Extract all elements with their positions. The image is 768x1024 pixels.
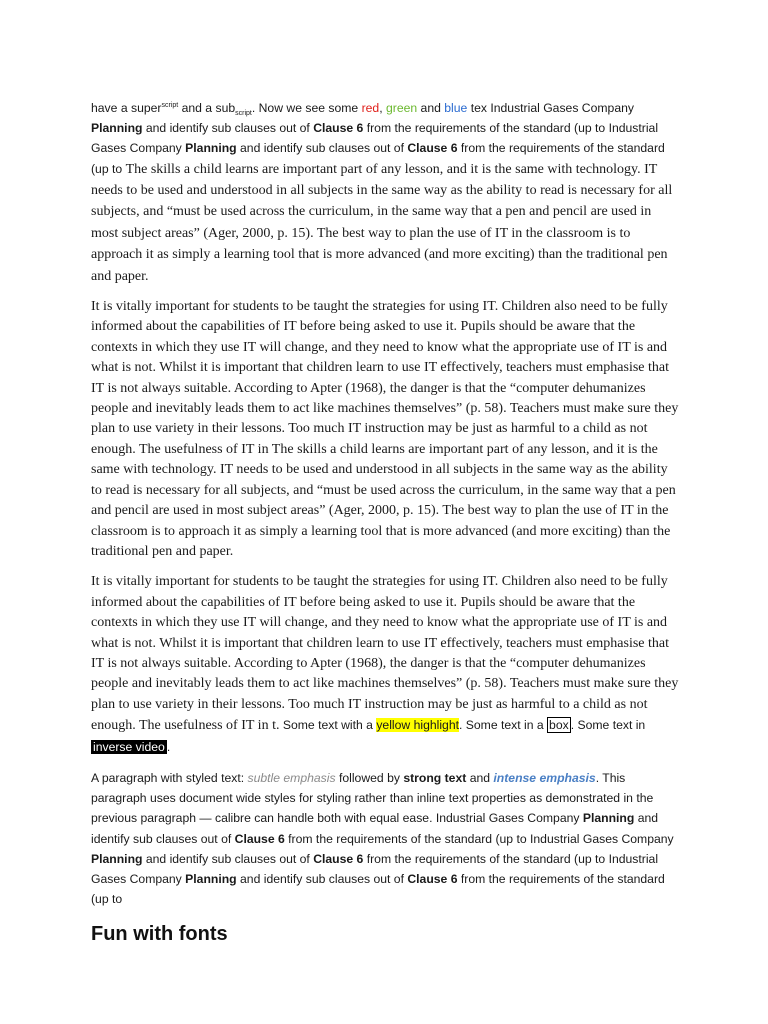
- text-run: Some text with a: [279, 718, 377, 733]
- intense-emphasis-text: intense emphasis: [493, 770, 596, 785]
- paragraph-body-1: It is vitally important for students to be taught the strategies for using IT. Children also need to be fully informed about the capabilities of IT before being asked to use it. Pupils should be aware that the contexts in which they use IT will change, and they need to know what the appropriate use of IT is and what is not. Whilst it is important that children learn to use IT effectively, teachers must emphasise that IT is not always suitable. According to Apter (1968), the danger is that the “computer dehumanizes people and inevitably leads them to act like machines themselves” (p. 58). Teachers must make sure they plan to use variety in their lessons. Too much IT instruction may be just as harmful to a child as not enough. The usefulness of IT in The skills a child learns are important part of any lesson, and it is the same with technology. IT needs to be used and understood in all subjects in the same way as the ability to read is necessary for all subjects, and “must be used across the curriculum, in the same way that a pen and pencil are used in most subject areas” (Ager, 2000, p. 15). The best way to plan the use of IT in the classroom is to approach it as simply a learning tool that is more advanced (and more exciting) than the traditional pen and paper.: [91, 299, 679, 559]
- text-run: and identify sub clauses out of: [236, 141, 408, 156]
- green-text: green: [386, 101, 418, 115]
- bold-text: Planning: [582, 811, 635, 826]
- text-run: . Some text in a: [458, 718, 548, 733]
- paragraph-intro: [91, 98, 681, 287]
- text-run: and a sub: [178, 101, 236, 115]
- text-run: from the requirements of the standard (up to: [91, 141, 665, 176]
- boxed-text: box: [549, 718, 569, 733]
- text-run: followed by: [335, 770, 404, 785]
- section-heading: Fun with fonts: [91, 923, 228, 946]
- inverse-video-text: inverse video: [93, 739, 165, 754]
- text-run: tex Industrial Gases Company: [467, 101, 634, 115]
- text-run: and identify sub clauses out of: [91, 811, 659, 846]
- bold-text: Planning: [91, 851, 143, 866]
- red-text: red: [361, 101, 380, 115]
- text-run: from the requirements of the standard (up to Industrial Gases Company: [284, 831, 674, 846]
- text-run: have a super: [91, 101, 162, 115]
- text-run: and identify sub clauses out of: [142, 121, 314, 136]
- text-run: . Some text in: [570, 718, 646, 733]
- bold-text: Planning: [185, 872, 237, 886]
- bold-text: Clause 6: [407, 872, 458, 886]
- serif-text-run: It is vitally important for students to be taught the strategies for using IT. Children also need to be fully informed about the capabilities of IT before being asked to use it. Pupils should be aware that the contexts in which they use IT will change, and they need to know what the appropriate use of IT is and what is not. Whilst it is important that children learn to use IT effectively, teachers must emphasise that IT is not always suitable. According to Apter (1968), the danger is that the “computer dehumanizes people and inevitably leads them to act like machines themselves” (p. 58). Teachers must make sure they plan to use variety in their lessons. Too much IT instruction may be just as harmful to a child as not enough. The usefulness of IT in t.: [91, 574, 679, 734]
- bold-text: Clause 6: [313, 851, 364, 866]
- yellow-highlight-text: yellow highlight: [376, 718, 459, 733]
- text-run: and identify sub clauses out of: [236, 872, 408, 886]
- text-run: from the requirements of the standard (up to Industrial Gases Company: [91, 121, 659, 156]
- paragraph-body-2: [91, 572, 681, 758]
- text-run: and: [417, 101, 445, 115]
- bold-text: Planning: [91, 121, 143, 136]
- text-run: ,: [379, 101, 386, 115]
- document-page: [91, 98, 681, 946]
- bold-text: Clause 6: [407, 141, 458, 156]
- text-run: from the requirements of the standard (up to: [91, 872, 665, 907]
- text-run: .: [166, 739, 171, 754]
- blue-text: blue: [444, 101, 468, 115]
- text-run: from the requirements of the standard (up to Industrial Gases Company: [91, 851, 659, 886]
- text-run: . Now we see some: [251, 101, 362, 115]
- subscript-text: script: [235, 110, 252, 117]
- bold-text: Clause 6: [234, 831, 285, 846]
- strong-text: strong text: [403, 770, 467, 785]
- text-run: . This paragraph uses document wide styles for styling rather than inline text properties as demonstrated in the previous paragraph — calibre can handle both with equal ease. Industrial Gases Company: [91, 770, 654, 826]
- text-run: A paragraph with styled text:: [91, 770, 248, 785]
- text-run: and identify sub clauses out of: [142, 851, 314, 866]
- text-run: and: [466, 770, 494, 785]
- paragraph-styled: [91, 768, 681, 909]
- subtle-emphasis-text: subtle emphasis: [247, 770, 336, 785]
- bold-text: Clause 6: [313, 121, 364, 136]
- bold-text: Planning: [185, 141, 237, 156]
- serif-text-run: The skills a child learns are important part of any lesson, and it is the same with technology. IT needs to be used and understood in all subjects in the same way as the ability to read is necessary for all subjects, and “must be used across the curriculum, in the same way that a pen and pencil are used in most subject areas” (Ager, 2000, p. 15). The best way to plan the use of IT in the classroom is to approach it as simply a learning tool that is more advanced (and more exciting) than the traditional pen and paper.: [91, 161, 673, 284]
- superscript-text: script: [161, 102, 179, 109]
